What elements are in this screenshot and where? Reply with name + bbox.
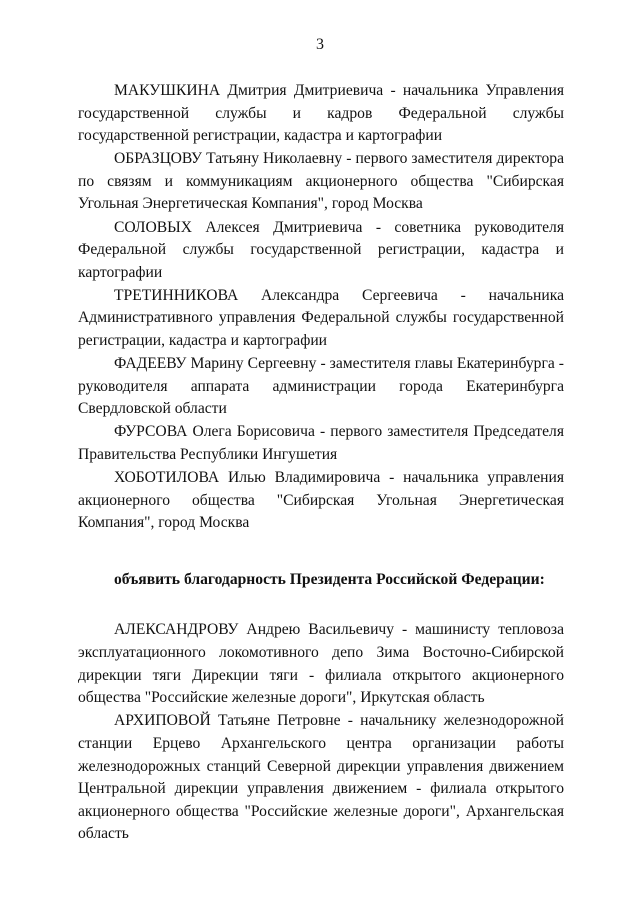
- award-entry: МАКУШКИНА Дмитрия Дмитриевича - начальника Управления государственной службы и кадров Федеральной службы государственной регистрации, кадастра и картографии: [78, 82, 564, 145]
- award-entry: ОБРАЗЦОВУ Татьяну Николаевну - первого заместителя директора по связям и коммуникациям акционерного общества "Сибирская Угольная Энергетическая Компания", город Москва: [78, 150, 564, 213]
- award-entry: ХОБОТИЛОВА Илью Владимировича - начальника управления акционерного общества "Сибирская Угольная Энергетическая Компания", город Москва: [78, 469, 564, 532]
- section-heading: объявить благодарность Президента Российской Федерации:: [114, 570, 545, 588]
- award-entry: СОЛОВЫХ Алексея Дмитриевича - советника руководителя Федеральной службы государственной регистрации, кадастра и картографии: [78, 218, 564, 281]
- gratitude-entry: АРХИПОВОЙ Татьяне Петровне - начальнику железнодорожной станции Ерцево Архангельского центра организации работы железнодорожных станций Северной дирекции управления движением Центральной дирекции управления движением - филиала открытого акционерного общества "Российские железные дороги", Архангельская область: [78, 712, 564, 843]
- award-entry: ТРЕТИННИКОВА Александра Сергеевича - начальника Административного управления Федеральной службы государственной регистрации, кадастра и картографии: [78, 286, 564, 350]
- award-entry: ФАДЕЕВУ Марину Сергеевну - заместителя главы Екатеринбурга - руководителя аппарата администрации города Екатеринбурга Свердловской области: [78, 355, 564, 418]
- gratitude-entry: АЛЕКСАНДРОВУ Андрею Васильевичу - машинисту тепловоза эксплуатационного локомотивного депо Зима Восточно-Сибирской дирекции тяги Дирекции тяги - филиала открытого акционерного общества "Российские железные дороги", Иркутская область: [78, 621, 564, 707]
- document-body: [78, 80, 564, 846]
- award-entry: ФУРСОВА Олега Борисовича - первого заместителя Председателя Правительства Республики Ингушетия: [78, 423, 564, 463]
- page-number: 3: [316, 36, 324, 53]
